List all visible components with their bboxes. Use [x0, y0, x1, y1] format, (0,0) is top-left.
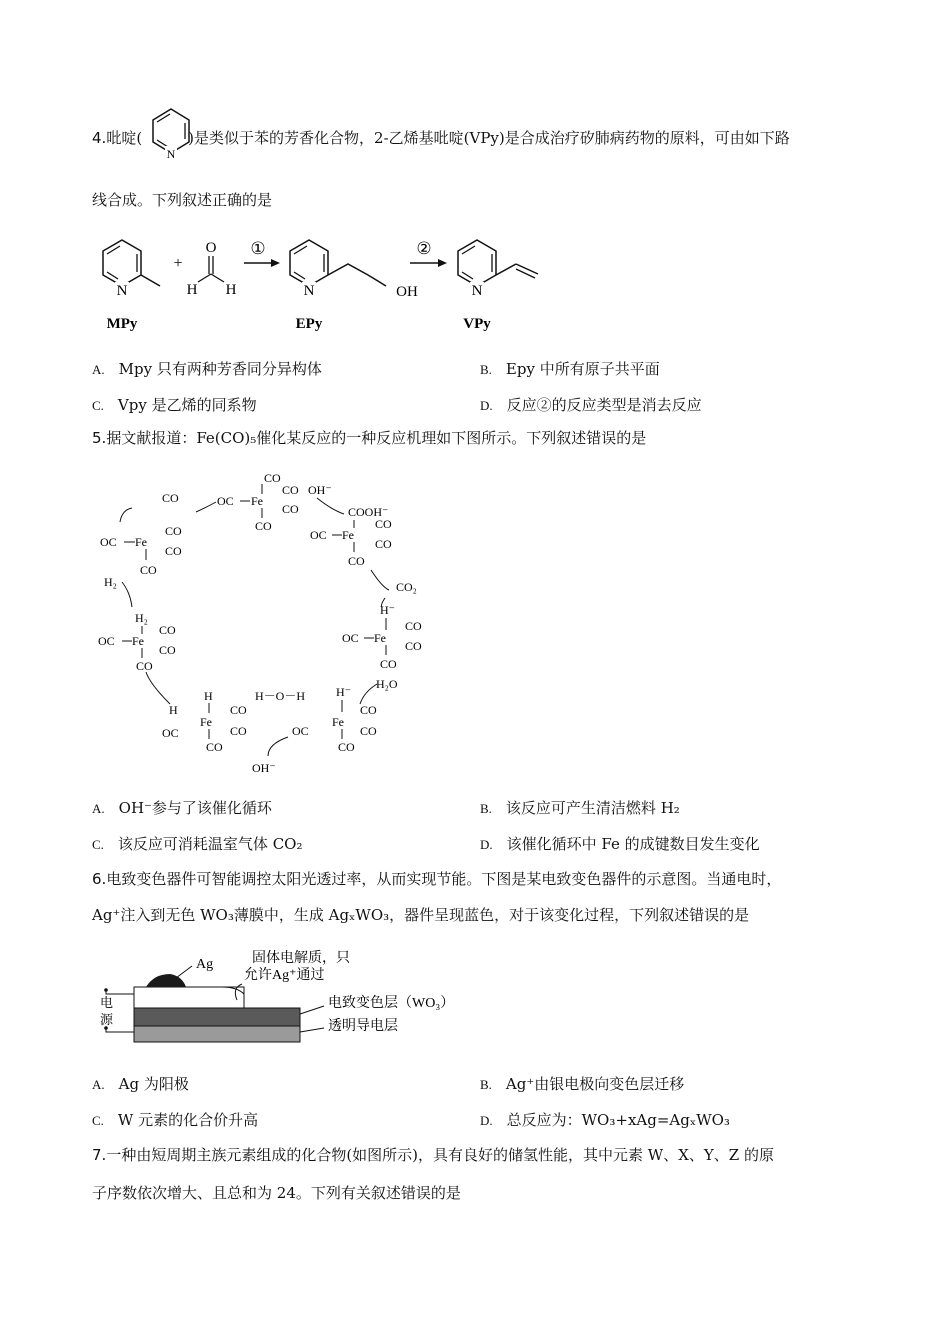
electrolyte-label-2: 允许Ag⁺通过 [244, 968, 325, 983]
electrochromic-layer [134, 1008, 300, 1026]
svg-text:Fe: Fe [332, 715, 344, 729]
step2-label: ② [416, 239, 432, 258]
svg-text:OC: OC [100, 535, 117, 549]
q6-option-c[interactable]: C. W 元素的化合价升高 [92, 1111, 259, 1129]
pyridine-n: N [166, 147, 176, 161]
svg-text:OC: OC [98, 634, 115, 648]
q4-line1 [92, 128, 790, 148]
svg-text:Fe: Fe [135, 535, 147, 549]
svg-text:H: H [169, 703, 178, 717]
ag-label: Ag [196, 957, 214, 972]
svg-text:N: N [116, 283, 128, 299]
svg-text:N: N [471, 283, 483, 299]
q6-option-b[interactable]: B. Ag⁺由银电极向变色层迁移 [480, 1075, 685, 1093]
q4-option-c[interactable]: C. Vpy 是乙烯的同系物 [92, 396, 257, 414]
svg-text:CO₂: CO₂ [396, 580, 417, 594]
svg-text:O: O [205, 240, 217, 256]
q4-text-a: 吡啶( [106, 129, 143, 147]
q6-number: 6. [92, 870, 107, 888]
svg-text:COOH⁻: COOH⁻ [348, 505, 389, 519]
svg-text:CO: CO [360, 724, 377, 738]
svg-text:H⁻: H⁻ [336, 685, 351, 699]
svg-text:CO: CO [230, 703, 247, 717]
pyridine-structure [146, 104, 196, 162]
svg-text:CO: CO [264, 471, 281, 485]
q5-line1: 5.据文献报道：Fe(CO)₅催化某反应的一种反应机理如下图所示。下列叙述错误的是 [92, 429, 647, 447]
arrow-1-icon [271, 259, 280, 267]
q5-option-a[interactable]: A. OH⁻参与了该催化循环 [92, 799, 272, 817]
mpy-label: MPy [106, 316, 138, 332]
ag-electrode [146, 974, 186, 987]
complex-top [217, 471, 299, 533]
step1-label: ① [250, 239, 266, 258]
svg-text:CO: CO [140, 563, 157, 577]
svg-text:OC: OC [292, 724, 309, 738]
complex-bottom-left [162, 689, 247, 754]
power-label-1: 电 [100, 995, 114, 1010]
conductive-layer [134, 1026, 300, 1042]
svg-text:CO: CO [282, 483, 299, 497]
q4-option-d[interactable]: D. 反应②的反应类型是消去反应 [480, 396, 702, 414]
water-molecule: H－O－H [255, 689, 305, 703]
svg-text:CO: CO [165, 524, 182, 538]
q5-number: 5. [92, 429, 107, 447]
q5-option-c[interactable]: C. 该反应可消耗温室气体 CO₂ [92, 835, 303, 853]
svg-text:OC: OC [162, 726, 179, 740]
q4-text-b: )是类似于苯的芳香化合物，2-乙烯基吡啶(VPy)是合成治疗矽肺病药物的原料，可由如下路 [188, 129, 790, 147]
svg-text:H: H [186, 282, 198, 298]
q6-line1: 6.电致变色器件可智能调控太阳光透过率，从而实现节能。下图是某电致变色器件的示意图。当通电时， [92, 870, 782, 888]
svg-text:CO: CO [159, 623, 176, 637]
svg-text:CO: CO [136, 659, 153, 673]
q6-line2: Ag⁺注入到无色 WO₃薄膜中，生成 AgₓWO₃，器件呈现蓝色，对于该变化过程，下列叙述错误的是 [92, 906, 750, 924]
vpy-structure [458, 240, 538, 299]
svg-text:CO: CO [375, 537, 392, 551]
q5-option-d[interactable]: D. 该催化循环中 Fe 的成键数目发生变化 [480, 835, 760, 853]
complex-top-right [308, 483, 392, 568]
mpy-structure [103, 240, 160, 299]
q4-reaction-scheme [92, 230, 562, 340]
svg-text:H₂: H₂ [104, 575, 117, 589]
svg-text:CO: CO [162, 491, 179, 505]
svg-text:Fe: Fe [200, 715, 212, 729]
conductive-label: 透明导电层 [328, 1019, 398, 1034]
formaldehyde-structure [187, 240, 237, 298]
q4-number: 4. [92, 129, 107, 147]
svg-text:CO: CO [230, 724, 247, 738]
q6-option-d[interactable]: D. 总反应为：WO₃+xAg=AgₓWO₃ [480, 1111, 730, 1129]
svg-text:Fe: Fe [342, 528, 354, 542]
svg-text:H₂O: H₂O [376, 677, 398, 691]
complex-upper-left [100, 524, 182, 577]
svg-text:OC: OC [342, 631, 359, 645]
electrolyte-label-1: 固体电解质，只 [252, 951, 350, 966]
svg-text:CO: CO [165, 544, 182, 558]
vpy-label: VPy [463, 316, 491, 332]
q5-option-b[interactable]: B. 该反应可产生清洁燃料 H₂ [480, 799, 680, 817]
svg-text:CO: CO [255, 519, 272, 533]
q5-catalytic-cycle [92, 462, 442, 780]
q4-option-b[interactable]: B. Epy 中所有原子共平面 [480, 360, 660, 378]
svg-text:Fe: Fe [374, 631, 386, 645]
q4-line2: 线合成。下列叙述正确的是 [92, 191, 273, 209]
q7-line2: 子序数依次增大、且总和为 24。下列有关叙述错误的是 [92, 1184, 461, 1202]
plus-sign: + [173, 255, 183, 272]
svg-text:CO: CO [375, 517, 392, 531]
svg-text:CO: CO [405, 619, 422, 633]
q7-number: 7. [92, 1146, 107, 1164]
complex-left [98, 611, 176, 673]
svg-text:OH: OH [396, 284, 418, 300]
power-label-2: 源 [100, 1012, 114, 1027]
svg-text:CO: CO [282, 502, 299, 516]
svg-text:CO: CO [338, 740, 355, 754]
svg-text:H: H [225, 282, 237, 298]
q6-option-a[interactable]: A. Ag 为阳极 [92, 1075, 189, 1093]
svg-text:CO: CO [206, 740, 223, 754]
q4-option-a[interactable]: A. Mpy 只有两种芳香同分异构体 [92, 360, 322, 378]
svg-text:CO: CO [380, 657, 397, 671]
electrochromic-label: 电致变色层（WO₃） [328, 996, 455, 1011]
svg-text:H⁻: H⁻ [380, 603, 395, 617]
svg-text:Fe: Fe [251, 494, 263, 508]
svg-text:H: H [204, 689, 213, 703]
epy-label: EPy [295, 316, 323, 332]
epy-structure [290, 240, 418, 300]
svg-text:OH⁻: OH⁻ [252, 761, 276, 775]
svg-text:N: N [303, 283, 315, 299]
svg-text:CO: CO [348, 554, 365, 568]
svg-text:OC: OC [217, 494, 234, 508]
svg-text:OC: OC [310, 528, 327, 542]
svg-text:CO: CO [360, 703, 377, 717]
svg-text:Fe: Fe [132, 634, 144, 648]
complex-right [342, 603, 422, 671]
svg-text:CO: CO [405, 639, 422, 653]
svg-text:OH⁻: OH⁻ [308, 483, 332, 497]
arrow-2-icon [438, 259, 447, 267]
q7-line1: 7.一种由短周期主族元素组成的化合物(如图所示)，具有良好的储氢性能，其中元素 W、X、Y、Z 的原 [92, 1146, 774, 1164]
svg-text:CO: CO [159, 643, 176, 657]
q6-device-diagram [92, 944, 482, 1054]
svg-text:H₂: H₂ [135, 611, 148, 625]
